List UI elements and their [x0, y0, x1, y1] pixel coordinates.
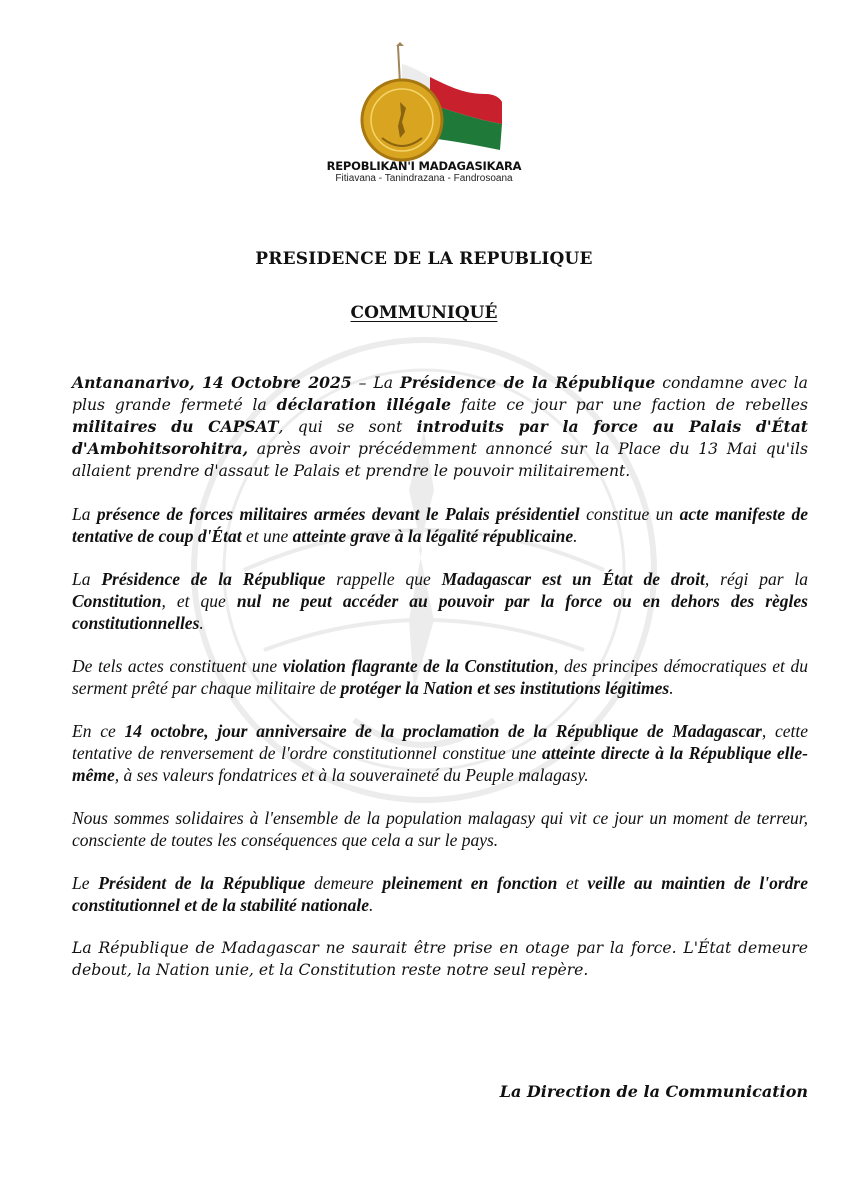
- bold-phrase: militaires du CAPSAT: [72, 417, 279, 436]
- text-run: La République de Madagascar ne saurait être prise en otage par la force. L'État demeure debout, la Nation unie, et la Constitution reste notre seul repère.: [72, 939, 808, 979]
- bold-phrase: acte manifeste de tentative de coup d'État: [72, 504, 809, 546]
- text-run: .: [369, 895, 374, 915]
- text-run: faite ce jour par une faction de rebelles: [451, 396, 808, 414]
- text-run: constitue un: [579, 504, 680, 524]
- bold-phrase: présence de forces militaires armées devant le Palais présidentiel: [96, 504, 580, 524]
- bold-phrase: pleinement en fonction: [382, 873, 558, 893]
- paragraph-2: [72, 503, 808, 547]
- bold-phrase: protéger la Nation et ses institutions légitimes: [340, 678, 670, 698]
- paragraph-3: [72, 568, 808, 634]
- communique-body: [72, 372, 808, 1002]
- bold-phrase: Présidence de la République: [101, 569, 326, 589]
- bold-phrase: Madagascar est un État de droit: [441, 569, 705, 589]
- text-run: , des principes démocratiques et du serment prêté par chaque militaire de: [72, 656, 808, 698]
- bold-phrase: Président de la République: [98, 873, 306, 893]
- text-run: La: [72, 504, 97, 524]
- text-run: demeure: [305, 873, 383, 893]
- bold-phrase: introduits par la force au Palais d'État d'Ambohitsorohitra,: [72, 417, 808, 458]
- paragraph-7: [72, 872, 808, 916]
- text-run: – La: [351, 374, 401, 392]
- text-run: De tels actes constituent une: [72, 656, 283, 676]
- paragraph-6: [72, 807, 808, 851]
- text-run: .: [669, 678, 674, 698]
- text-run: , à ses valeurs fondatrices et à la souveraineté du Peuple malagasy.: [114, 765, 589, 785]
- bold-phrase: veille au maintien de l'ordre constitutionnel et de la stabilité nationale: [72, 873, 809, 915]
- bold-phrase: nul ne peut accéder au pouvoir par la force ou en dehors des règles constitutionnelles: [72, 591, 808, 633]
- text-run: , qui se sont: [278, 418, 417, 436]
- paragraph-1: [72, 372, 808, 482]
- bold-phrase: Antananarivo, 14 Octobre 2025: [72, 373, 352, 392]
- bold-phrase: déclaration illégale: [276, 395, 452, 414]
- text-run: .: [199, 613, 204, 633]
- bold-phrase: atteinte directe à la République elle-même: [72, 743, 808, 785]
- document-subtitle: COMMUNIQUÉ: [350, 303, 498, 323]
- text-run: et: [557, 873, 588, 893]
- bold-phrase: violation flagrante de la Constitution: [282, 656, 555, 676]
- emblem-title: REPOBLIKAN'I MADAGASIKARA: [326, 159, 522, 173]
- document-heading: PRESIDENCE DE LA REPUBLIQUE: [255, 249, 593, 269]
- bold-phrase: Constitution: [72, 591, 162, 611]
- text-run: .: [573, 526, 578, 546]
- paragraph-5: [72, 720, 808, 786]
- text-run: et une: [241, 526, 293, 546]
- text-run: En ce: [72, 721, 125, 741]
- bold-phrase: Présidence de la République: [400, 373, 656, 392]
- text-run: La: [72, 569, 102, 589]
- emblem-motto: Fitiavana - Tanindrazana - Fandrosoana: [335, 173, 513, 184]
- bold-phrase: 14 octobre, jour anniversaire de la proclamation de la République de Madagascar: [124, 721, 762, 741]
- text-run: condamne avec la plus grande fermeté la: [72, 374, 808, 414]
- text-run: après avoir précédemment annoncé sur la Place du 13 Mai qu'ils allaient prendre d'assaut le Palais et prendre le pouvoir militairement.: [72, 440, 808, 480]
- text-run: Nous sommes solidaires à l'ensemble de la population malagasy qui vit ce jour un moment de terreur, consciente de toutes les conséquences que cela a sur le pays.: [72, 808, 808, 850]
- text-run: Le: [72, 873, 99, 893]
- bold-phrase: atteinte grave à la légalité républicaine: [292, 526, 574, 546]
- text-run: rappelle que: [325, 569, 442, 589]
- paragraph-8: [72, 937, 808, 981]
- text-run: , régi par la: [704, 569, 808, 589]
- signature: La Direction de la Communication: [499, 1082, 808, 1101]
- paragraph-4: [72, 655, 808, 699]
- text-run: , cette tentative de renversement de l'ordre constitutionnel constitue une: [72, 721, 808, 763]
- text-run: , et que: [161, 591, 237, 611]
